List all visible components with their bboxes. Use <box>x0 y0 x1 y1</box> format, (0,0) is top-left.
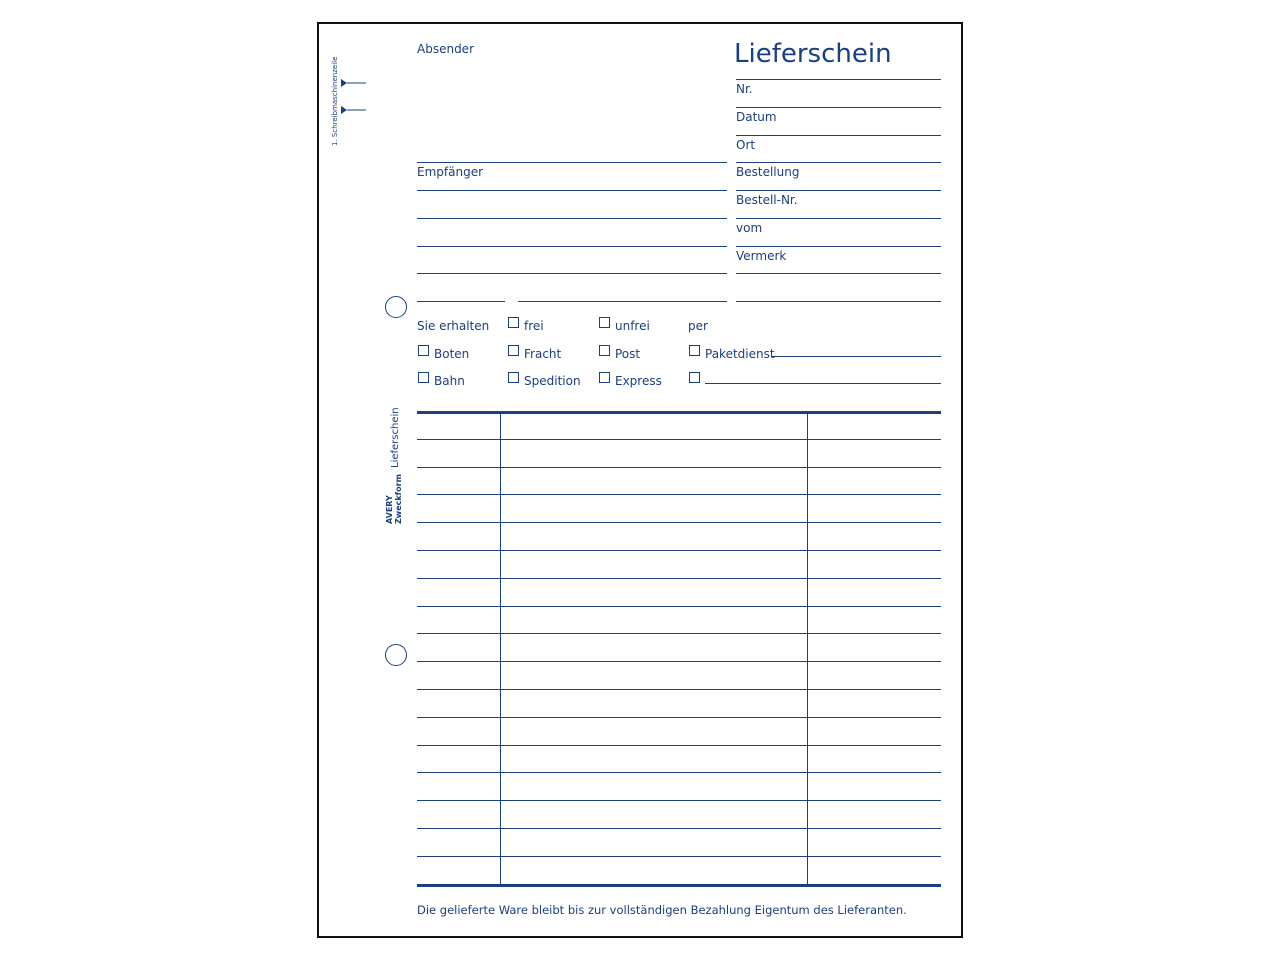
per-label: per <box>688 319 708 333</box>
frei-checkbox[interactable] <box>508 317 519 328</box>
table-column-divider <box>807 411 808 887</box>
recipient-line[interactable] <box>417 190 727 191</box>
table-row-line[interactable] <box>417 550 941 551</box>
frei-label: frei <box>524 319 544 333</box>
table-row-line[interactable] <box>417 522 941 523</box>
other-line[interactable] <box>705 383 941 384</box>
table-row-line[interactable] <box>417 745 941 746</box>
received-label: Sie erhalten <box>417 319 490 333</box>
table-bottom-rule <box>417 884 941 887</box>
recipient-line[interactable] <box>417 246 727 247</box>
post-label: Post <box>615 347 641 361</box>
paketdienst-checkbox[interactable] <box>689 345 700 356</box>
recipient-line-short[interactable] <box>417 301 505 302</box>
boten-checkbox[interactable] <box>418 345 429 356</box>
bahn-checkbox[interactable] <box>418 372 429 383</box>
other-checkbox[interactable] <box>689 372 700 383</box>
field-ort-label: Ort <box>736 138 756 152</box>
table-row-line[interactable] <box>417 772 941 773</box>
table-row-line[interactable] <box>417 856 941 857</box>
table-row-line[interactable] <box>417 717 941 718</box>
field-nr-label: Nr. <box>736 82 753 96</box>
post-checkbox[interactable] <box>599 345 610 356</box>
field-bestell-nr-line[interactable] <box>736 218 941 219</box>
paketdienst-label: Paketdienst <box>705 347 775 361</box>
field-datum-label: Datum <box>736 110 777 124</box>
table-row-line[interactable] <box>417 494 941 495</box>
spedition-checkbox[interactable] <box>508 372 519 383</box>
typewriter-line-note: 1. Schreibmaschinenzeile <box>331 56 339 146</box>
fracht-checkbox[interactable] <box>508 345 519 356</box>
sender-label: Absender <box>417 42 474 56</box>
table-row-line[interactable] <box>417 800 941 801</box>
table-row-line[interactable] <box>417 828 941 829</box>
table-row-line[interactable] <box>417 467 941 468</box>
title-underline <box>736 79 941 80</box>
table-row-line[interactable] <box>417 689 941 690</box>
field-nr-line[interactable] <box>736 107 941 108</box>
brand-top: AVERY <box>385 495 394 524</box>
field-bestellung-line[interactable] <box>736 190 941 191</box>
typewriter-marker-icon <box>341 101 366 111</box>
field-vom-line[interactable] <box>736 246 941 247</box>
unfrei-checkbox[interactable] <box>599 317 610 328</box>
bahn-label: Bahn <box>434 374 465 388</box>
field-datum-line[interactable] <box>736 135 941 136</box>
unfrei-label: unfrei <box>615 319 650 333</box>
recipient-label: Empfänger <box>417 165 484 179</box>
table-row-line[interactable] <box>417 661 941 662</box>
spedition-label: Spedition <box>524 374 581 388</box>
items-table[interactable] <box>417 411 941 887</box>
punch-hole-top <box>385 296 407 318</box>
field-vermerk-line[interactable] <box>736 273 941 274</box>
express-label: Express <box>615 374 662 388</box>
typewriter-marker-icon <box>341 74 366 84</box>
paketdienst-line[interactable] <box>771 356 941 357</box>
fracht-label: Fracht <box>524 347 562 361</box>
delivery-note-form <box>317 22 963 938</box>
table-column-divider <box>500 411 501 887</box>
table-row-line[interactable] <box>417 633 941 634</box>
footer-note: Die gelieferte Ware bleibt bis zur vollständigen Bezahlung Eigentum des Lieferanten. <box>417 903 907 917</box>
table-top-rule <box>417 411 941 414</box>
table-row-line[interactable] <box>417 578 941 579</box>
recipient-line[interactable] <box>417 218 727 219</box>
field-bestell-nr-label: Bestell-Nr. <box>736 193 798 207</box>
field-vermerk-line-2[interactable] <box>736 301 941 302</box>
field-vermerk-label: Vermerk <box>736 249 787 263</box>
express-checkbox[interactable] <box>599 372 610 383</box>
punch-hole-bottom <box>385 644 407 666</box>
brand-bottom: Zweckform <box>394 474 403 524</box>
side-label: Lieferschein <box>390 407 401 468</box>
sender-line[interactable] <box>417 162 727 163</box>
recipient-line[interactable] <box>417 273 727 274</box>
form-title: Lieferschein <box>734 39 892 69</box>
table-row-line[interactable] <box>417 606 941 607</box>
table-row-line[interactable] <box>417 439 941 440</box>
boten-label: Boten <box>434 347 470 361</box>
brand-logo <box>385 474 403 524</box>
field-vom-label: vom <box>736 221 763 235</box>
field-ort-line[interactable] <box>736 162 941 163</box>
recipient-line-short[interactable] <box>518 301 727 302</box>
field-bestellung-label: Bestellung <box>736 165 800 179</box>
